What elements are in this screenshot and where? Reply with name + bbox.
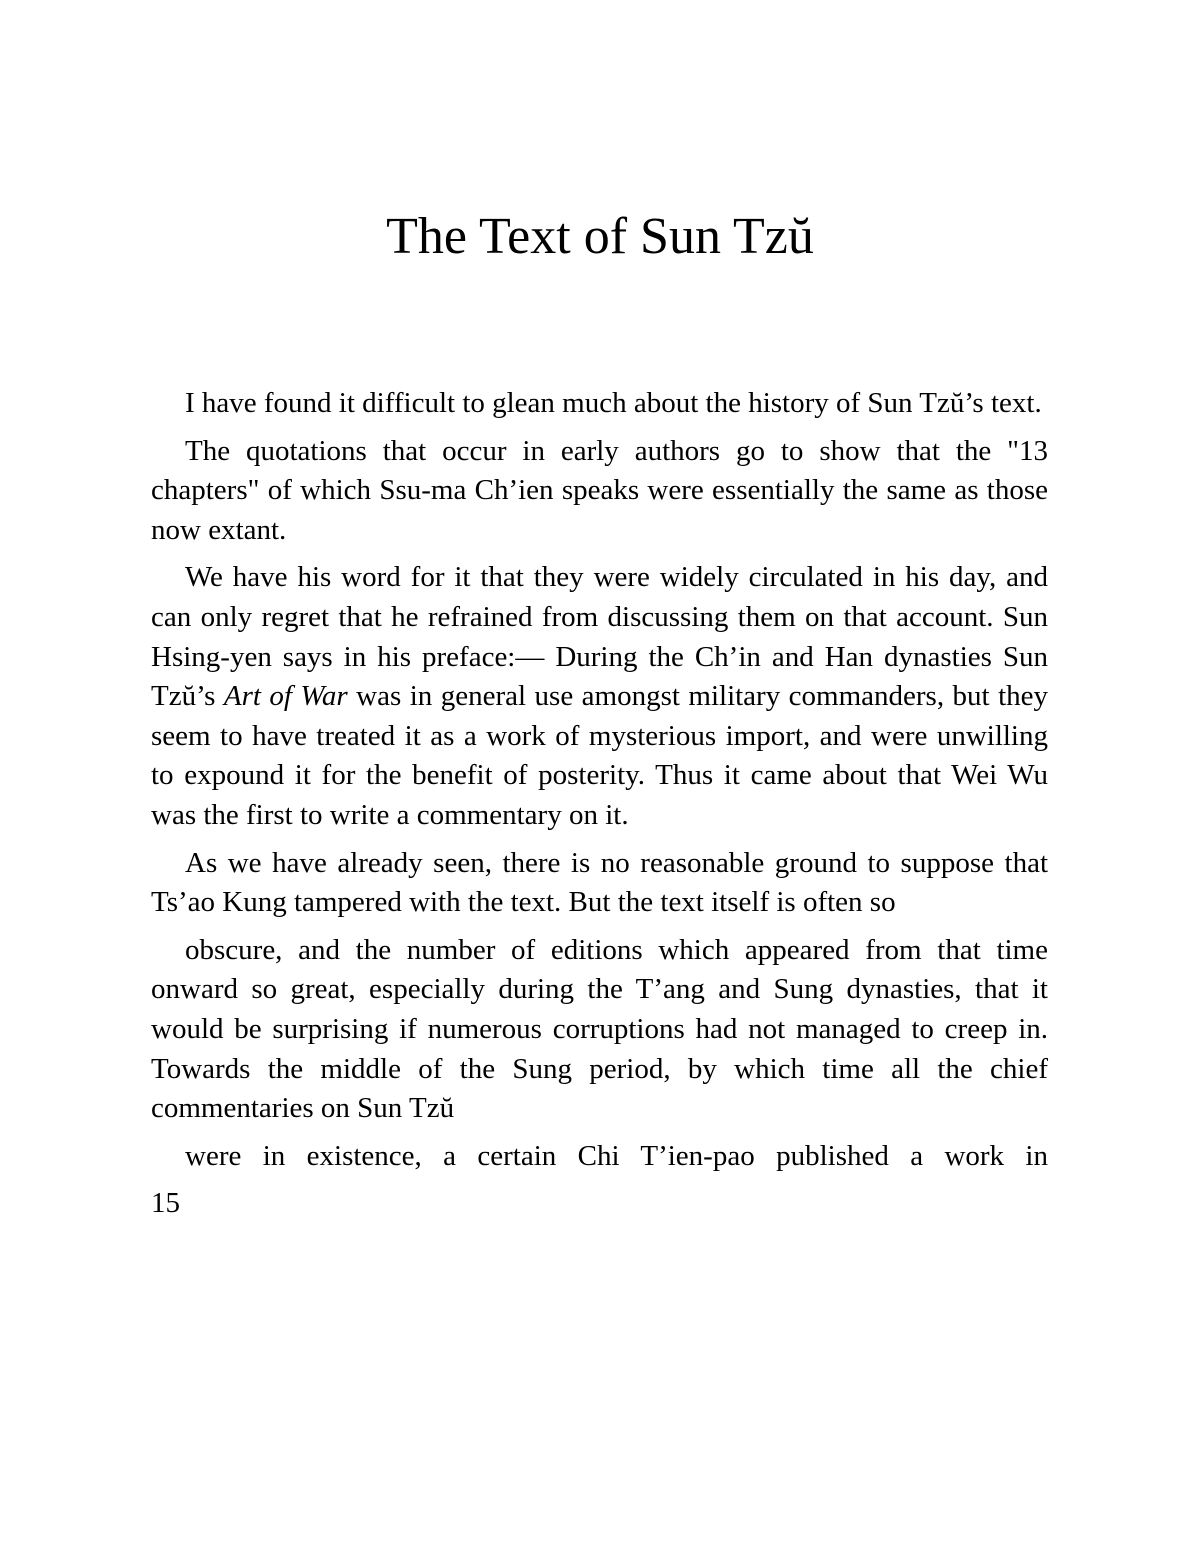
- paragraph-5: obscure, and the number of editions which appeared from that time onward so great, especially during the T’ang and Sung dynasties, that it would be surprising if numerous corruptions had not managed to creep in. Towards the middle of the Sung period, by which time all the chief commentaries on Sun Tzŭ: [151, 933, 1048, 1125]
- paragraph-6: were in existence, a certain Chi T’ien-pao published a work in: [185, 1139, 1048, 1172]
- book-title-italic: Art of War: [223, 680, 348, 713]
- body-text: [151, 384, 1048, 1224]
- paragraph-3-after: was in general use amongst military commanders, but they seem to have treated it as a work of mysterious import, and were unwilling to expound it for the benefit of posterity. Thus it came about that Wei Wu was the first to write a commentary on it.: [151, 680, 1048, 831]
- paragraph-3: [151, 558, 1048, 835]
- chapter-title: The Text of Sun Tzŭ: [386, 208, 814, 265]
- paragraph-3-before: We have his word for it that they were widely circulated in his day, and can only regret that he refrained from discussing them on that account. Sun Hsing-yen says in his preface:— During the Ch’in and Han dynasties Sun Tzŭ’s: [151, 561, 1048, 713]
- paragraph-2: The quotations that occur in early authors go to show that the "13 chapters" of which Ssu-ma Ch’ien speaks were essentially the same as those now extant.: [151, 434, 1048, 546]
- paragraph-4: As we have already seen, there is no reasonable ground to suppose that Ts’ao Kung tampered with the text. But the text itself is often so: [151, 846, 1048, 919]
- paragraph-1: I have found it difficult to glean much about the history of Sun Tzŭ’s text.: [185, 387, 1042, 419]
- page-number: 15: [151, 1187, 180, 1220]
